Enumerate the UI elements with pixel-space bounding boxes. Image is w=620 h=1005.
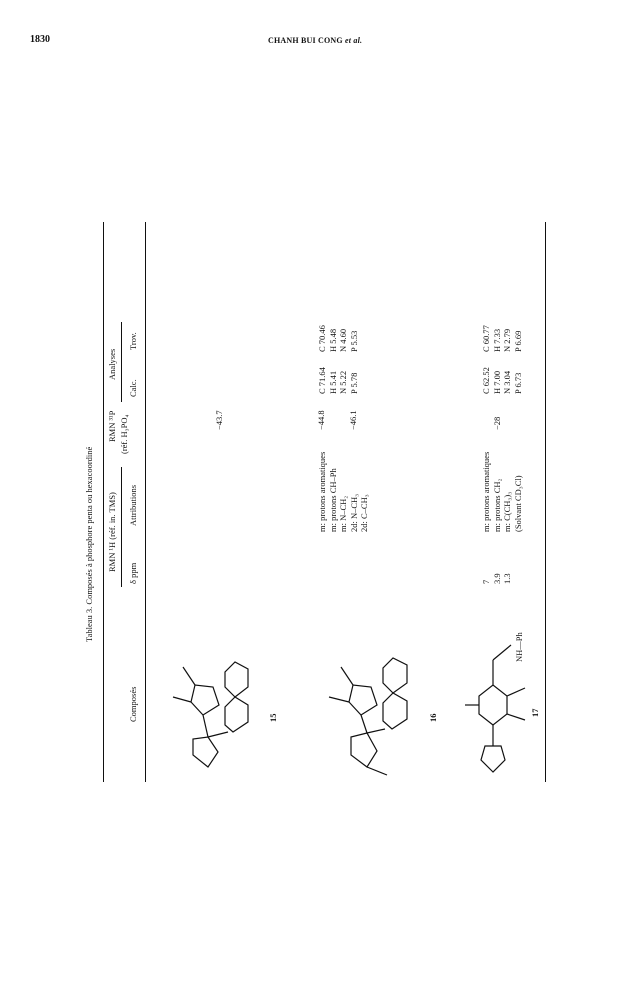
- analysis-value: N 5.22: [338, 370, 348, 394]
- attribution: m: protons CH–Ph: [327, 468, 338, 532]
- col-analyses: Analyses: [107, 348, 117, 380]
- attribution: m: protons CH₂: [491, 478, 502, 532]
- attribution: 2d: N–CH₃: [348, 493, 359, 532]
- analysis-value: H 5.41: [327, 370, 338, 394]
- delta-value: 7: [481, 579, 491, 584]
- rmn1h-rule: [121, 467, 122, 587]
- row17-delta: [481, 573, 513, 584]
- structure-15-drawing: [153, 637, 263, 777]
- row16-attributions: [317, 452, 370, 532]
- analysis-value: P 5.78: [348, 372, 359, 394]
- analysis-value: C 62.52: [481, 367, 491, 394]
- structure-16: [307, 637, 427, 777]
- analysis-value: C 60.77: [481, 325, 491, 352]
- col-attributions: Attributions: [128, 484, 138, 526]
- analysis-value: P 6.69: [512, 330, 523, 352]
- row16-p31: −44.8: [316, 410, 326, 430]
- running-title: [268, 36, 362, 45]
- header-bottom-rule: [145, 222, 146, 782]
- row16-number: 16: [428, 713, 438, 722]
- delta-value: 1.3: [502, 573, 512, 584]
- nh-ph-label: NH—Ph: [514, 632, 524, 662]
- analysis-value: C 70.46: [317, 325, 327, 352]
- attribution: m: protons aromatiques: [481, 451, 491, 532]
- structure-17: [463, 630, 538, 780]
- analysis-value: H 7.00: [491, 370, 502, 394]
- col-rmn1h: RMN ¹H (réf. in. TMS): [107, 492, 117, 572]
- row17-calc: [481, 367, 523, 394]
- col-rmn31p: RMN ³¹P: [107, 410, 117, 442]
- row16-found: [317, 325, 359, 352]
- attribution: m: protons aromatiques: [317, 451, 327, 532]
- rotated-table: [85, 222, 545, 782]
- row16-p31b: −46.1: [348, 410, 358, 430]
- col-delta: δ ppm: [128, 562, 138, 584]
- row17-found: [481, 325, 523, 352]
- analysis-value: N 3.04: [502, 370, 512, 394]
- running-title-etal: et al.: [345, 36, 363, 45]
- structure-16-drawing: [307, 637, 422, 777]
- analysis-value: C 71.64: [317, 367, 327, 394]
- running-title-authors: CHANH BUI CONG: [268, 36, 343, 45]
- page-number: 1830: [30, 34, 50, 45]
- analysis-value: N 4.60: [338, 328, 348, 352]
- col-rmn31p-ref: (réf. H₃PO₄: [119, 414, 129, 454]
- analysis-value: P 5.53: [348, 330, 359, 352]
- col-found: Trov.: [128, 332, 138, 350]
- top-rule: [103, 222, 104, 782]
- analyses-rule: [121, 322, 122, 402]
- row17-p31: −28: [492, 416, 502, 430]
- attribution: m: C(CH₃)₃: [502, 491, 512, 532]
- delta-value: 3.9: [491, 573, 502, 584]
- bottom-rule: [545, 222, 546, 782]
- row17-attributions: [481, 452, 523, 532]
- row17-number: 17: [530, 708, 540, 717]
- analysis-value: H 7.33: [491, 328, 502, 352]
- col-calc: Calc.: [128, 379, 138, 397]
- col-compounds: Composés: [128, 686, 138, 722]
- attribution: m: N–CH₂: [338, 495, 348, 532]
- analysis-value: H 5.48: [327, 328, 338, 352]
- row15-number: 15: [268, 713, 278, 722]
- row16-calc: [317, 367, 359, 394]
- table-caption: Tableau 3. Composés à phosphore penta ou hexacoordiné: [84, 446, 94, 642]
- row15-p31: −43.7: [214, 410, 224, 430]
- structure-15: [153, 637, 268, 777]
- analysis-value: P 6.73: [512, 372, 523, 394]
- attribution: (Solvant CD₃Cl): [512, 475, 523, 532]
- attribution: 2d: C–CH₃: [359, 494, 369, 532]
- analysis-value: N 2.79: [502, 328, 512, 352]
